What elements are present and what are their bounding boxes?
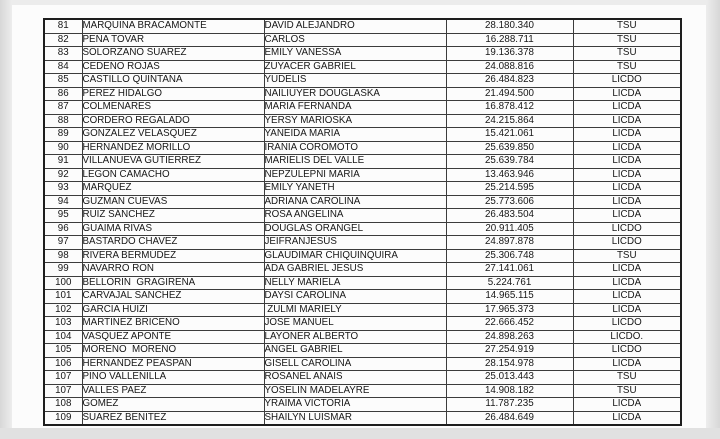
- scan-left-edge: [0, 0, 12, 439]
- row-number-cell: 90: [44, 141, 82, 155]
- title-cell: LICDA: [573, 263, 681, 277]
- table-row: [44, 398, 681, 412]
- id-number-cell: 27.254.919: [446, 344, 573, 358]
- first-name-cell: YUDELIS: [264, 74, 446, 88]
- id-number-cell: 11.787.235: [446, 398, 573, 412]
- first-name-cell: GISELL CAROLINA: [264, 357, 446, 371]
- id-number-cell: 28.154.978: [446, 357, 573, 371]
- table-row: [44, 168, 681, 182]
- row-number-cell: 93: [44, 182, 82, 196]
- title-cell: LICDA: [573, 398, 681, 412]
- first-name-cell: MARIELIS DEL VALLE: [264, 155, 446, 169]
- surname-cell: GUAIMA RIVAS: [82, 222, 264, 236]
- id-number-cell: 24.215.864: [446, 114, 573, 128]
- row-number-cell: 104: [44, 330, 82, 344]
- surname-cell: MARQUEZ: [82, 182, 264, 196]
- row-number-cell: 92: [44, 168, 82, 182]
- title-cell: LICDA: [573, 357, 681, 371]
- table-row: [44, 303, 681, 317]
- title-cell: LICDA: [573, 290, 681, 304]
- id-number-cell: 14.965.115: [446, 290, 573, 304]
- first-name-cell: ADA GABRIEL JESUS: [264, 263, 446, 277]
- table-row: [44, 384, 681, 398]
- table-row: [44, 290, 681, 304]
- table-row: [44, 182, 681, 196]
- row-number-cell: 107: [44, 384, 82, 398]
- scan-top-edge: [0, 0, 720, 5]
- id-number-cell: 16.288.711: [446, 33, 573, 47]
- id-number-cell: 14.908.182: [446, 384, 573, 398]
- table-row: [44, 263, 681, 277]
- id-number-cell: 24.898.263: [446, 330, 573, 344]
- row-number-cell: 82: [44, 33, 82, 47]
- row-number-cell: 96: [44, 222, 82, 236]
- title-cell: TSU: [573, 249, 681, 263]
- title-cell: TSU: [573, 19, 681, 33]
- row-number-cell: 81: [44, 19, 82, 33]
- surname-cell: RUIZ SÁNCHEZ: [82, 209, 264, 223]
- table-body: [44, 19, 681, 425]
- title-cell: LICDO: [573, 222, 681, 236]
- title-cell: LICDO: [573, 317, 681, 331]
- title-cell: LICDA: [573, 128, 681, 142]
- first-name-cell: NEPZULEPNI MARIA: [264, 168, 446, 182]
- table-row: [44, 33, 681, 47]
- first-name-cell: ANGEL GABRIEL: [264, 344, 446, 358]
- surname-cell: CARVAJAL SANCHEZ: [82, 290, 264, 304]
- title-cell: LICDA: [573, 168, 681, 182]
- table-row: [44, 344, 681, 358]
- id-number-cell: 21.494.500: [446, 87, 573, 101]
- row-number-cell: 106: [44, 357, 82, 371]
- id-number-cell: 25.639.784: [446, 155, 573, 169]
- surname-cell: NAVARRO RON: [82, 263, 264, 277]
- first-name-cell: ADRIANA CAROLINA: [264, 195, 446, 209]
- scan-right-edge: [706, 0, 720, 439]
- surname-cell: CORDERO REGALADO: [82, 114, 264, 128]
- id-number-cell: 28.180.340: [446, 19, 573, 33]
- table-row: [44, 195, 681, 209]
- row-number-cell: 95: [44, 209, 82, 223]
- row-number-cell: 94: [44, 195, 82, 209]
- row-number-cell: 108: [44, 398, 82, 412]
- surname-cell: LEGON CAMACHO: [82, 168, 264, 182]
- id-number-cell: 25.214.595: [446, 182, 573, 196]
- table-row: [44, 330, 681, 344]
- title-cell: LICDA: [573, 87, 681, 101]
- row-number-cell: 89: [44, 128, 82, 142]
- id-number-cell: 5.224.761: [446, 276, 573, 290]
- table-row: [44, 47, 681, 61]
- row-number-cell: 86: [44, 87, 82, 101]
- surname-cell: GARCIA HUIZI: [82, 303, 264, 317]
- surname-cell: HERNANDEZ PEASPAN: [82, 357, 264, 371]
- table-row: [44, 236, 681, 250]
- first-name-cell: GLAUDIMAR CHIQUINQUIRA: [264, 249, 446, 263]
- title-cell: TSU: [573, 384, 681, 398]
- first-name-cell: EMILY VANESSA: [264, 47, 446, 61]
- surname-cell: BASTARDO CHAVEZ: [82, 236, 264, 250]
- row-number-cell: 84: [44, 60, 82, 74]
- first-name-cell: YANEIDA MARIA: [264, 128, 446, 142]
- id-number-cell: 24.897.878: [446, 236, 573, 250]
- table-row: [44, 74, 681, 88]
- title-cell: LICDO.: [573, 330, 681, 344]
- id-number-cell: 26.484.823: [446, 74, 573, 88]
- surname-cell: CEDEÑO ROJAS: [82, 60, 264, 74]
- id-number-cell: 25.773.606: [446, 195, 573, 209]
- surname-cell: GUZMAN CUEVAS: [82, 195, 264, 209]
- id-number-cell: 24.088.816: [446, 60, 573, 74]
- table-row: [44, 317, 681, 331]
- surname-cell: CASTILLO QUINTANA: [82, 74, 264, 88]
- first-name-cell: SHAILYN LUISMAR: [264, 411, 446, 425]
- title-cell: TSU: [573, 47, 681, 61]
- first-name-cell: EMILY YANETH: [264, 182, 446, 196]
- table-row: [44, 209, 681, 223]
- title-cell: LICDA: [573, 114, 681, 128]
- id-number-cell: 15.421.061: [446, 128, 573, 142]
- title-cell: LICDA: [573, 101, 681, 115]
- table-row: [44, 114, 681, 128]
- title-cell: LICDA: [573, 195, 681, 209]
- row-number-cell: 103: [44, 317, 82, 331]
- table-row: [44, 141, 681, 155]
- row-number-cell: 97: [44, 236, 82, 250]
- surname-cell: MORENO MORENO: [82, 344, 264, 358]
- first-name-cell: JOSE MANUEL: [264, 317, 446, 331]
- table-row: [44, 249, 681, 263]
- id-number-cell: 25.013.443: [446, 371, 573, 385]
- id-number-cell: 17.965.373: [446, 303, 573, 317]
- table-row: [44, 128, 681, 142]
- title-cell: LICDA: [573, 209, 681, 223]
- title-cell: TSU: [573, 371, 681, 385]
- row-number-cell: 101: [44, 290, 82, 304]
- table-row: [44, 276, 681, 290]
- scan-bottom-edge: [0, 428, 720, 439]
- id-number-cell: 27.141.061: [446, 263, 573, 277]
- first-name-cell: IRANIA COROMOTO: [264, 141, 446, 155]
- title-cell: TSU: [573, 33, 681, 47]
- first-name-cell: YERSY MARIOSKA: [264, 114, 446, 128]
- title-cell: LICDA: [573, 411, 681, 425]
- surname-cell: PINO VALLENILLA: [82, 371, 264, 385]
- id-number-cell: 19.136.378: [446, 47, 573, 61]
- surname-cell: VILLANUEVA GUTIERREZ: [82, 155, 264, 169]
- row-number-cell: 100: [44, 276, 82, 290]
- row-number-cell: 99: [44, 263, 82, 277]
- table-row: [44, 357, 681, 371]
- table-row: [44, 60, 681, 74]
- first-name-cell: ZUYACER GABRIEL: [264, 60, 446, 74]
- first-name-cell: DAVID ALEJANDRO: [264, 19, 446, 33]
- row-number-cell: 87: [44, 101, 82, 115]
- surname-cell: VALLES PAEZ: [82, 384, 264, 398]
- row-number-cell: 105: [44, 344, 82, 358]
- id-number-cell: 25.639.850: [446, 141, 573, 155]
- title-cell: TSU: [573, 60, 681, 74]
- id-number-cell: 25.306.748: [446, 249, 573, 263]
- row-number-cell: 83: [44, 47, 82, 61]
- table-row: [44, 222, 681, 236]
- first-name-cell: NAILIUYER DOUGLASKA: [264, 87, 446, 101]
- first-name-cell: DAYSI CAROLINA: [264, 290, 446, 304]
- row-number-cell: 98: [44, 249, 82, 263]
- first-name-cell: ROSANEL ANAIS: [264, 371, 446, 385]
- id-number-cell: 16.878.412: [446, 101, 573, 115]
- table-row: [44, 19, 681, 33]
- title-cell: LICDO: [573, 344, 681, 358]
- title-cell: LICDA: [573, 182, 681, 196]
- row-number-cell: 85: [44, 74, 82, 88]
- title-cell: LICDO: [573, 74, 681, 88]
- title-cell: LICDA: [573, 155, 681, 169]
- surname-cell: PEREZ HIDALGO: [82, 87, 264, 101]
- title-cell: LICDA: [573, 303, 681, 317]
- first-name-cell: YRAIMA VICTORIA: [264, 398, 446, 412]
- id-number-cell: 26.484.649: [446, 411, 573, 425]
- first-name-cell: DOUGLAS ORANGEL: [264, 222, 446, 236]
- id-number-cell: 22.666.452: [446, 317, 573, 331]
- surname-cell: MARQUINA BRACAMONTE: [82, 19, 264, 33]
- personnel-roster-table: [43, 18, 682, 426]
- first-name-cell: NELLY MARIELA: [264, 276, 446, 290]
- id-number-cell: 20.911.405: [446, 222, 573, 236]
- table-row: [44, 87, 681, 101]
- title-cell: LICDA: [573, 141, 681, 155]
- first-name-cell: JEIFRANJESÚS: [264, 236, 446, 250]
- row-number-cell: 102: [44, 303, 82, 317]
- table-row: [44, 155, 681, 169]
- surname-cell: MARTINEZ BRICEÑO: [82, 317, 264, 331]
- first-name-cell: CARLOS: [264, 33, 446, 47]
- first-name-cell: MARIA FERNANDA: [264, 101, 446, 115]
- table-row: [44, 411, 681, 425]
- surname-cell: PEÑA TOVAR: [82, 33, 264, 47]
- surname-cell: VASQUEZ APONTE: [82, 330, 264, 344]
- surname-cell: SOLORZANO SUAREZ: [82, 47, 264, 61]
- table-row: [44, 101, 681, 115]
- table-row: [44, 371, 681, 385]
- id-number-cell: 26.483.504: [446, 209, 573, 223]
- row-number-cell: 88: [44, 114, 82, 128]
- first-name-cell: ROSA ANGELINA: [264, 209, 446, 223]
- surname-cell: GONZALEZ VELASQUEZ: [82, 128, 264, 142]
- surname-cell: HERNANDEZ MORILLO: [82, 141, 264, 155]
- row-number-cell: 91: [44, 155, 82, 169]
- surname-cell: RIVERA BERMÚDEZ: [82, 249, 264, 263]
- row-number-cell: 109: [44, 411, 82, 425]
- surname-cell: GOMEZ: [82, 398, 264, 412]
- title-cell: LICDO: [573, 236, 681, 250]
- id-number-cell: 13.463.946: [446, 168, 573, 182]
- first-name-cell: YOSELIN MADELAYRE: [264, 384, 446, 398]
- first-name-cell: ZULMI MARIELY: [264, 303, 446, 317]
- first-name-cell: LAYONER ALBERTO: [264, 330, 446, 344]
- row-number-cell: 107: [44, 371, 82, 385]
- surname-cell: BELLORIN GRAGIRENA: [82, 276, 264, 290]
- surname-cell: SUAREZ BENITEZ: [82, 411, 264, 425]
- title-cell: LICDA: [573, 276, 681, 290]
- surname-cell: COLMENARES: [82, 101, 264, 115]
